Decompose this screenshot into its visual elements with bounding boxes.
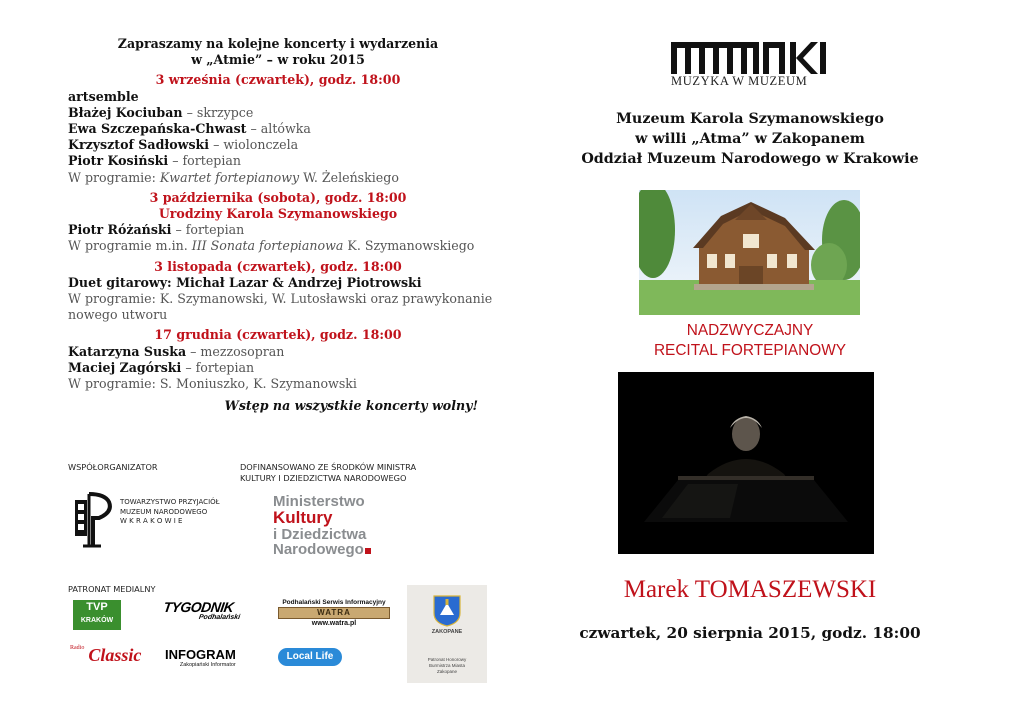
events-column — [68, 36, 493, 414]
recital-date: czwartek, 20 sierpnia 2015, godz. 18:00 — [579, 624, 921, 642]
performer-name: Błażej Kociuban — [68, 104, 183, 120]
museum-line-2: w willi „Atma” w Zakopanem — [635, 131, 865, 147]
performer-name: Katarzyna Suska — [68, 343, 187, 359]
radio-classic-logo — [70, 645, 141, 666]
mnk-logo-icon — [671, 42, 831, 76]
museum-name — [540, 109, 960, 169]
tygodnik-sub: Podhalański — [198, 614, 241, 621]
tp-logo-text — [120, 498, 220, 527]
tp-line: TOWARZYSTWO PRZYJACIÓŁ — [120, 498, 220, 506]
villa-image — [639, 190, 860, 315]
watra-logo — [270, 598, 398, 629]
zakopane-patronage — [407, 585, 487, 683]
tvp-krakow-logo — [73, 600, 121, 630]
tvp-text: TVP — [86, 601, 108, 613]
local-life-logo: Local Life — [278, 648, 342, 666]
performer-role: – fortepian — [171, 222, 245, 238]
ministry-line-2: Kultury — [273, 508, 333, 527]
performer-line — [68, 153, 488, 169]
performer-line — [68, 121, 488, 137]
ministry-line-3: i Dziedzictwa — [273, 526, 367, 543]
tp-logo-icon — [75, 492, 115, 548]
tp-museum-friends-logo — [75, 492, 115, 548]
program-composer: K. Szymanowskiego — [343, 238, 475, 254]
zakopane-note: Patronat Honorowy Burmistrza Miasta Zakopane — [427, 657, 467, 674]
performer-role: – fortepian — [181, 359, 255, 375]
event-date: 17 grudnia (czwartek), godz. 18:00 — [154, 327, 402, 343]
program-prefix: W programie: — [68, 169, 160, 185]
zakopane-crest-icon — [433, 595, 461, 627]
tvp-sub: KRAKÓW — [80, 617, 114, 624]
performer-role: – mezzosopran — [186, 343, 285, 359]
performer-name: Duet gitarowy: Michał Lazar & Andrzej Piotrowski — [68, 274, 422, 290]
museum-line-1: Muzeum Karola Szymanowskiego — [616, 111, 884, 127]
invite-line-2: w „Atmie” – w roku 2015 — [191, 52, 365, 68]
event-2 — [68, 190, 488, 255]
performer-name: Marek TOMASZEWSKI — [623, 576, 877, 603]
performer-name: Krzysztof Sadłowski — [68, 137, 210, 153]
funding-line-2: KULTURY I DZIEDZICTWA NARODOWEGO — [240, 472, 407, 483]
performer-name: Piotr Różański — [68, 222, 172, 238]
zakopane-label: ZAKOPANE — [431, 629, 463, 635]
free-entry-note: Wstęp na wszystkie koncerty wolny! — [224, 398, 478, 414]
performer-line — [68, 105, 488, 121]
villa-atma-photo — [639, 190, 860, 315]
program-work: III Sonata fortepianowa — [191, 238, 344, 254]
invite-line-1: Zapraszamy na kolejne koncerty i wydarzenia — [117, 36, 439, 51]
headline-line-1: NADZWYCZAJNY — [686, 322, 814, 339]
program-line: W programie: S. Moniuszko, K. Szymanowski — [68, 376, 357, 392]
tygodnik-podhalanski-logo — [161, 600, 242, 622]
muzyka-w-muzeum-text: MUZYKA W MUZEUM — [671, 74, 808, 88]
museum-line-3: Oddział Muzeum Narodowego w Krakowie — [581, 151, 919, 167]
performer-line — [68, 344, 488, 360]
performer-name: Ewa Szczepańska-Chwast — [68, 121, 247, 137]
event-date: 3 października (sobota), godz. 18:00 — [149, 189, 407, 205]
tp-line: W K R A K O W I E — [120, 517, 183, 525]
performer-line — [68, 360, 488, 376]
program-composer: W. Żeleńskiego — [299, 169, 399, 185]
event-date: 3 września (czwartek), godz. 18:00 — [155, 72, 401, 88]
performer-line — [68, 137, 488, 153]
watra-top: Podhalański Serwis Informacyjny — [282, 599, 386, 606]
infogram-sub: Zakopiański Informator — [179, 662, 236, 668]
headline-line-2: RECITAL FORTEPIANOWY — [653, 342, 847, 359]
ensemble-name: artsemble — [68, 88, 139, 104]
program-prefix: W programie m.in. — [68, 238, 192, 254]
ministry-word: Narodowego — [273, 541, 364, 558]
media-patronage-label: PATRONAT MEDIALNY — [68, 584, 156, 594]
pianist-image — [618, 372, 874, 554]
event-date: 3 listopada (czwartek), godz. 18:00 — [154, 258, 402, 274]
co-organizer-label: WSPÓŁORGANIZATOR — [68, 462, 158, 472]
funding-label — [240, 462, 416, 483]
performer-role: – wiolonczela — [209, 137, 299, 153]
performer-line — [68, 222, 488, 238]
ministry-line-4 — [273, 542, 371, 557]
performer-name: Piotr Kosiński — [68, 153, 169, 169]
performer-role: – altówka — [246, 121, 311, 137]
tp-line: MUZEUM NARODOWEGO — [120, 507, 208, 516]
pianist-photo — [618, 372, 874, 554]
watra-banner: WATRA — [278, 607, 390, 619]
infogram-logo — [165, 648, 236, 669]
performer-name: Maciej Zagórski — [68, 359, 182, 375]
program-work: Kwartet fortepianowy — [159, 169, 300, 185]
funding-line-1: DOFINANSOWANO ZE ŚRODKÓW MINISTRA — [240, 462, 417, 472]
performer-role: – skrzypce — [182, 104, 254, 120]
recital-headline — [540, 321, 960, 361]
program-line-continued: nowego utworu — [68, 307, 168, 323]
event-4 — [68, 327, 488, 392]
classic-small: Radio — [70, 645, 85, 651]
performer-role: – fortepian — [168, 153, 241, 169]
ministry-line-1: Ministerstwo — [273, 493, 365, 510]
program-line: W programie: K. Szymanowski, W. Lutosławski oraz prawykonanie — [68, 291, 493, 307]
event-3 — [68, 258, 493, 324]
program-line — [68, 238, 488, 254]
event-subtitle: Urodziny Karola Szymanowskiego — [158, 206, 398, 222]
event-1 — [68, 72, 488, 185]
ministry-dot — [365, 548, 371, 554]
infogram-text: INFOGRAM — [165, 647, 236, 662]
tygodnik-text: TYGODNIK — [162, 599, 235, 615]
program-line — [68, 170, 488, 186]
classic-text: Classic — [88, 645, 142, 665]
watra-url: www.watra.pl — [311, 620, 357, 627]
ministry-culture-logo — [273, 494, 371, 557]
